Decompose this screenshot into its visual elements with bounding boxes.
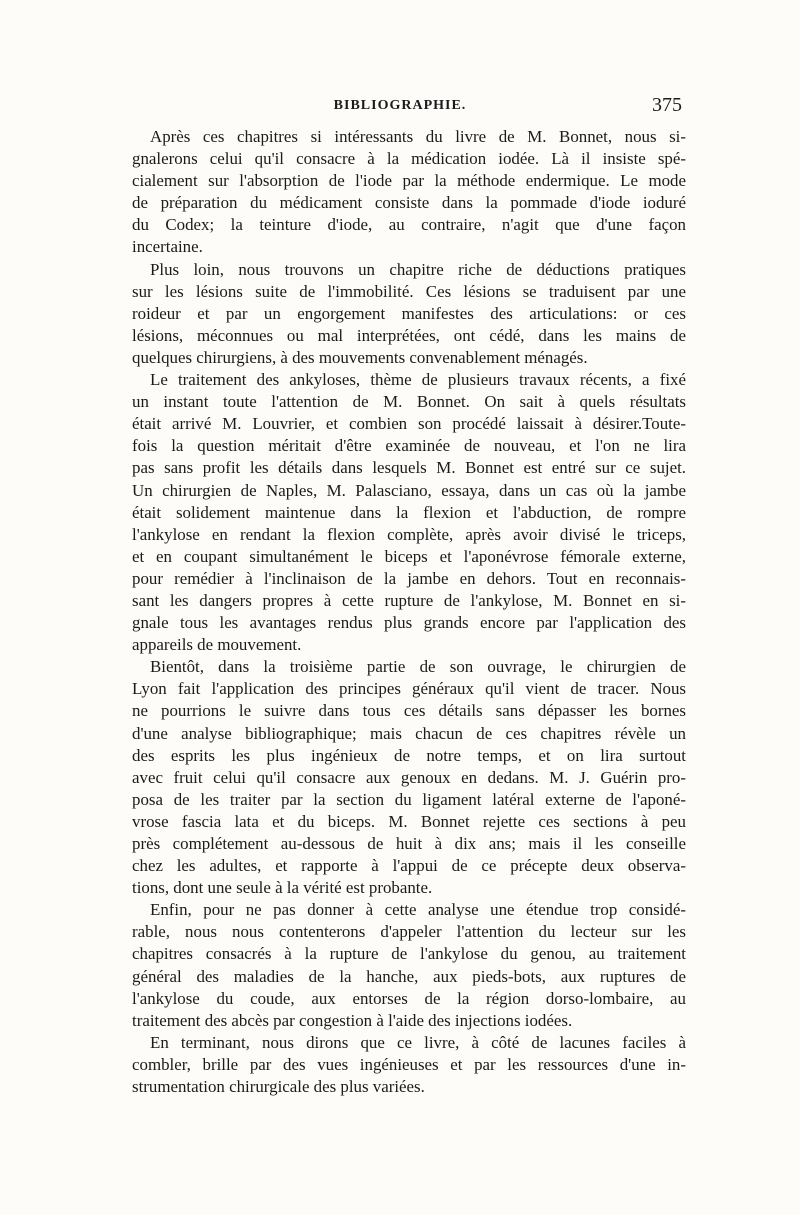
text-line: fois la question méritait d'être examinée de nouveau, et l'on ne lira (132, 436, 686, 456)
text-line: appareils de mouvement. (132, 635, 302, 655)
text-line: traitement des abcès par congestion à l'aide des injections iodées. (132, 1010, 573, 1030)
text-line: général des maladies de la hanche, aux pieds-bots, aux ruptures de (132, 966, 686, 986)
body-text (114, 126, 686, 1098)
text-line: lésions, méconnues ou mal interprétées, ont cédé, dans les mains de (132, 325, 686, 345)
text-line: pas sans profit les détails dans lesquels M. Bonnet est entré sur ce sujet. (132, 458, 686, 478)
text-line: des esprits les plus ingénieux de notre temps, et on lira surtout (132, 745, 686, 765)
text-line: gnale tous les avantages rendus plus grands encore par l'application des (132, 613, 686, 633)
paragraph (114, 1032, 686, 1098)
running-title: BIBLIOGRAPHIE. (333, 98, 467, 113)
text-line: tions, dont une seule à la vérité est probante. (132, 878, 433, 898)
paragraph (114, 656, 686, 899)
text-line: un instant toute l'attention de M. Bonnet. On sait à quels résultats (132, 392, 686, 412)
text-line: gnalerons celui qu'il consacre à la médication iodée. Là il insiste spé- (132, 149, 686, 169)
paragraph (114, 369, 686, 656)
paragraph (114, 899, 686, 1032)
text-line: l'ankylose en rendant la flexion complète, après avoir divisé le triceps, (132, 524, 686, 544)
text-line: Un chirurgien de Naples, M. Palasciano, essaya, dans un cas où la jambe (132, 480, 686, 500)
text-line: du Codex; la teinture d'iode, au contraire, n'agit que d'une façon (132, 215, 686, 235)
text-line: était solidement maintenue dans la flexion et l'abduction, de rompre (132, 502, 686, 522)
text-line: l'ankylose du coude, aux entorses de la région dorso-lombaire, au (132, 988, 686, 1008)
text-line: combler, brille par des vues ingénieuses et par les ressources d'une in- (132, 1054, 686, 1074)
text-line: rable, nous nous contenterons d'appeler l'attention du lecteur sur les (132, 922, 686, 942)
text-line: Plus loin, nous trouvons un chapitre riche de déductions pratiques (150, 259, 686, 279)
text-line: Après ces chapitres si intéressants du livre de M. Bonnet, nous si- (150, 127, 686, 146)
text-line: Lyon fait l'application des principes généraux qu'il vient de tracer. Nous (132, 679, 686, 699)
text-line: strumentation chirurgicale des plus variées. (132, 1077, 425, 1097)
text-line: avec fruit celui qu'il consacre aux genoux en dedans. M. J. Guérin pro- (132, 767, 686, 787)
text-line: de préparation du médicament consiste dans la pommade d'iode ioduré (132, 193, 686, 213)
text-line: cialement sur l'absorption de l'iode par la méthode endermique. Le mode (132, 171, 686, 191)
text-line: En terminant, nous dirons que ce livre, à côté de lacunes faciles à (150, 1032, 686, 1052)
text-line: chapitres consacrés à la rupture de l'ankylose du genou, au traitement (132, 944, 686, 964)
running-head (114, 94, 686, 124)
book-page (114, 94, 686, 1144)
text-line: vrose fascia lata et du biceps. M. Bonnet rejette ces sections à peu (132, 811, 686, 831)
text-line: chez les adultes, et rapporte à l'appui de ce précepte deux observa- (132, 856, 686, 876)
text-line: posa de les traiter par la section du ligament latéral externe de l'aponé- (132, 789, 686, 809)
text-line: et en coupant simultanément le biceps et l'aponévrose fémorale externe, (132, 546, 686, 566)
text-line: sur les lésions suite de l'immobilité. Ces lésions se traduisent par une (132, 281, 686, 301)
paragraph (114, 259, 686, 369)
page-number: 375 (652, 94, 682, 116)
text-line: Bientôt, dans la troisième partie de son ouvrage, le chirurgien de (150, 657, 686, 677)
text-line: sant les dangers propres à cette rupture de l'ankylose, M. Bonnet en si- (132, 590, 686, 610)
text-line: Le traitement des ankyloses, thème de plusieurs travaux récents, a fixé (150, 370, 686, 390)
text-line: était arrivé M. Louvrier, et combien son procédé laissait à désirer.Toute- (132, 414, 686, 434)
text-line: près complétement au-dessous de huit à dix ans; mais il les conseille (132, 834, 686, 853)
paragraph (114, 126, 686, 259)
text-line: incertaine. (132, 237, 203, 257)
text-line: pour remédier à l'inclinaison de la jambe en dehors. Tout en reconnais- (132, 568, 686, 588)
text-line: d'une analyse bibliographique; mais chacun de ces chapitres révèle un (132, 723, 686, 743)
text-line: ne pourrions le suivre dans tous ces détails sans dépasser les bornes (132, 701, 686, 721)
text-line: Enfin, pour ne pas donner à cette analyse une étendue trop considé- (150, 900, 686, 920)
text-line: roideur et par un engorgement manifestes des articulations: or ces (132, 303, 686, 323)
text-line: quelques chirurgiens, à des mouvements convenablement ménagés. (132, 347, 588, 367)
